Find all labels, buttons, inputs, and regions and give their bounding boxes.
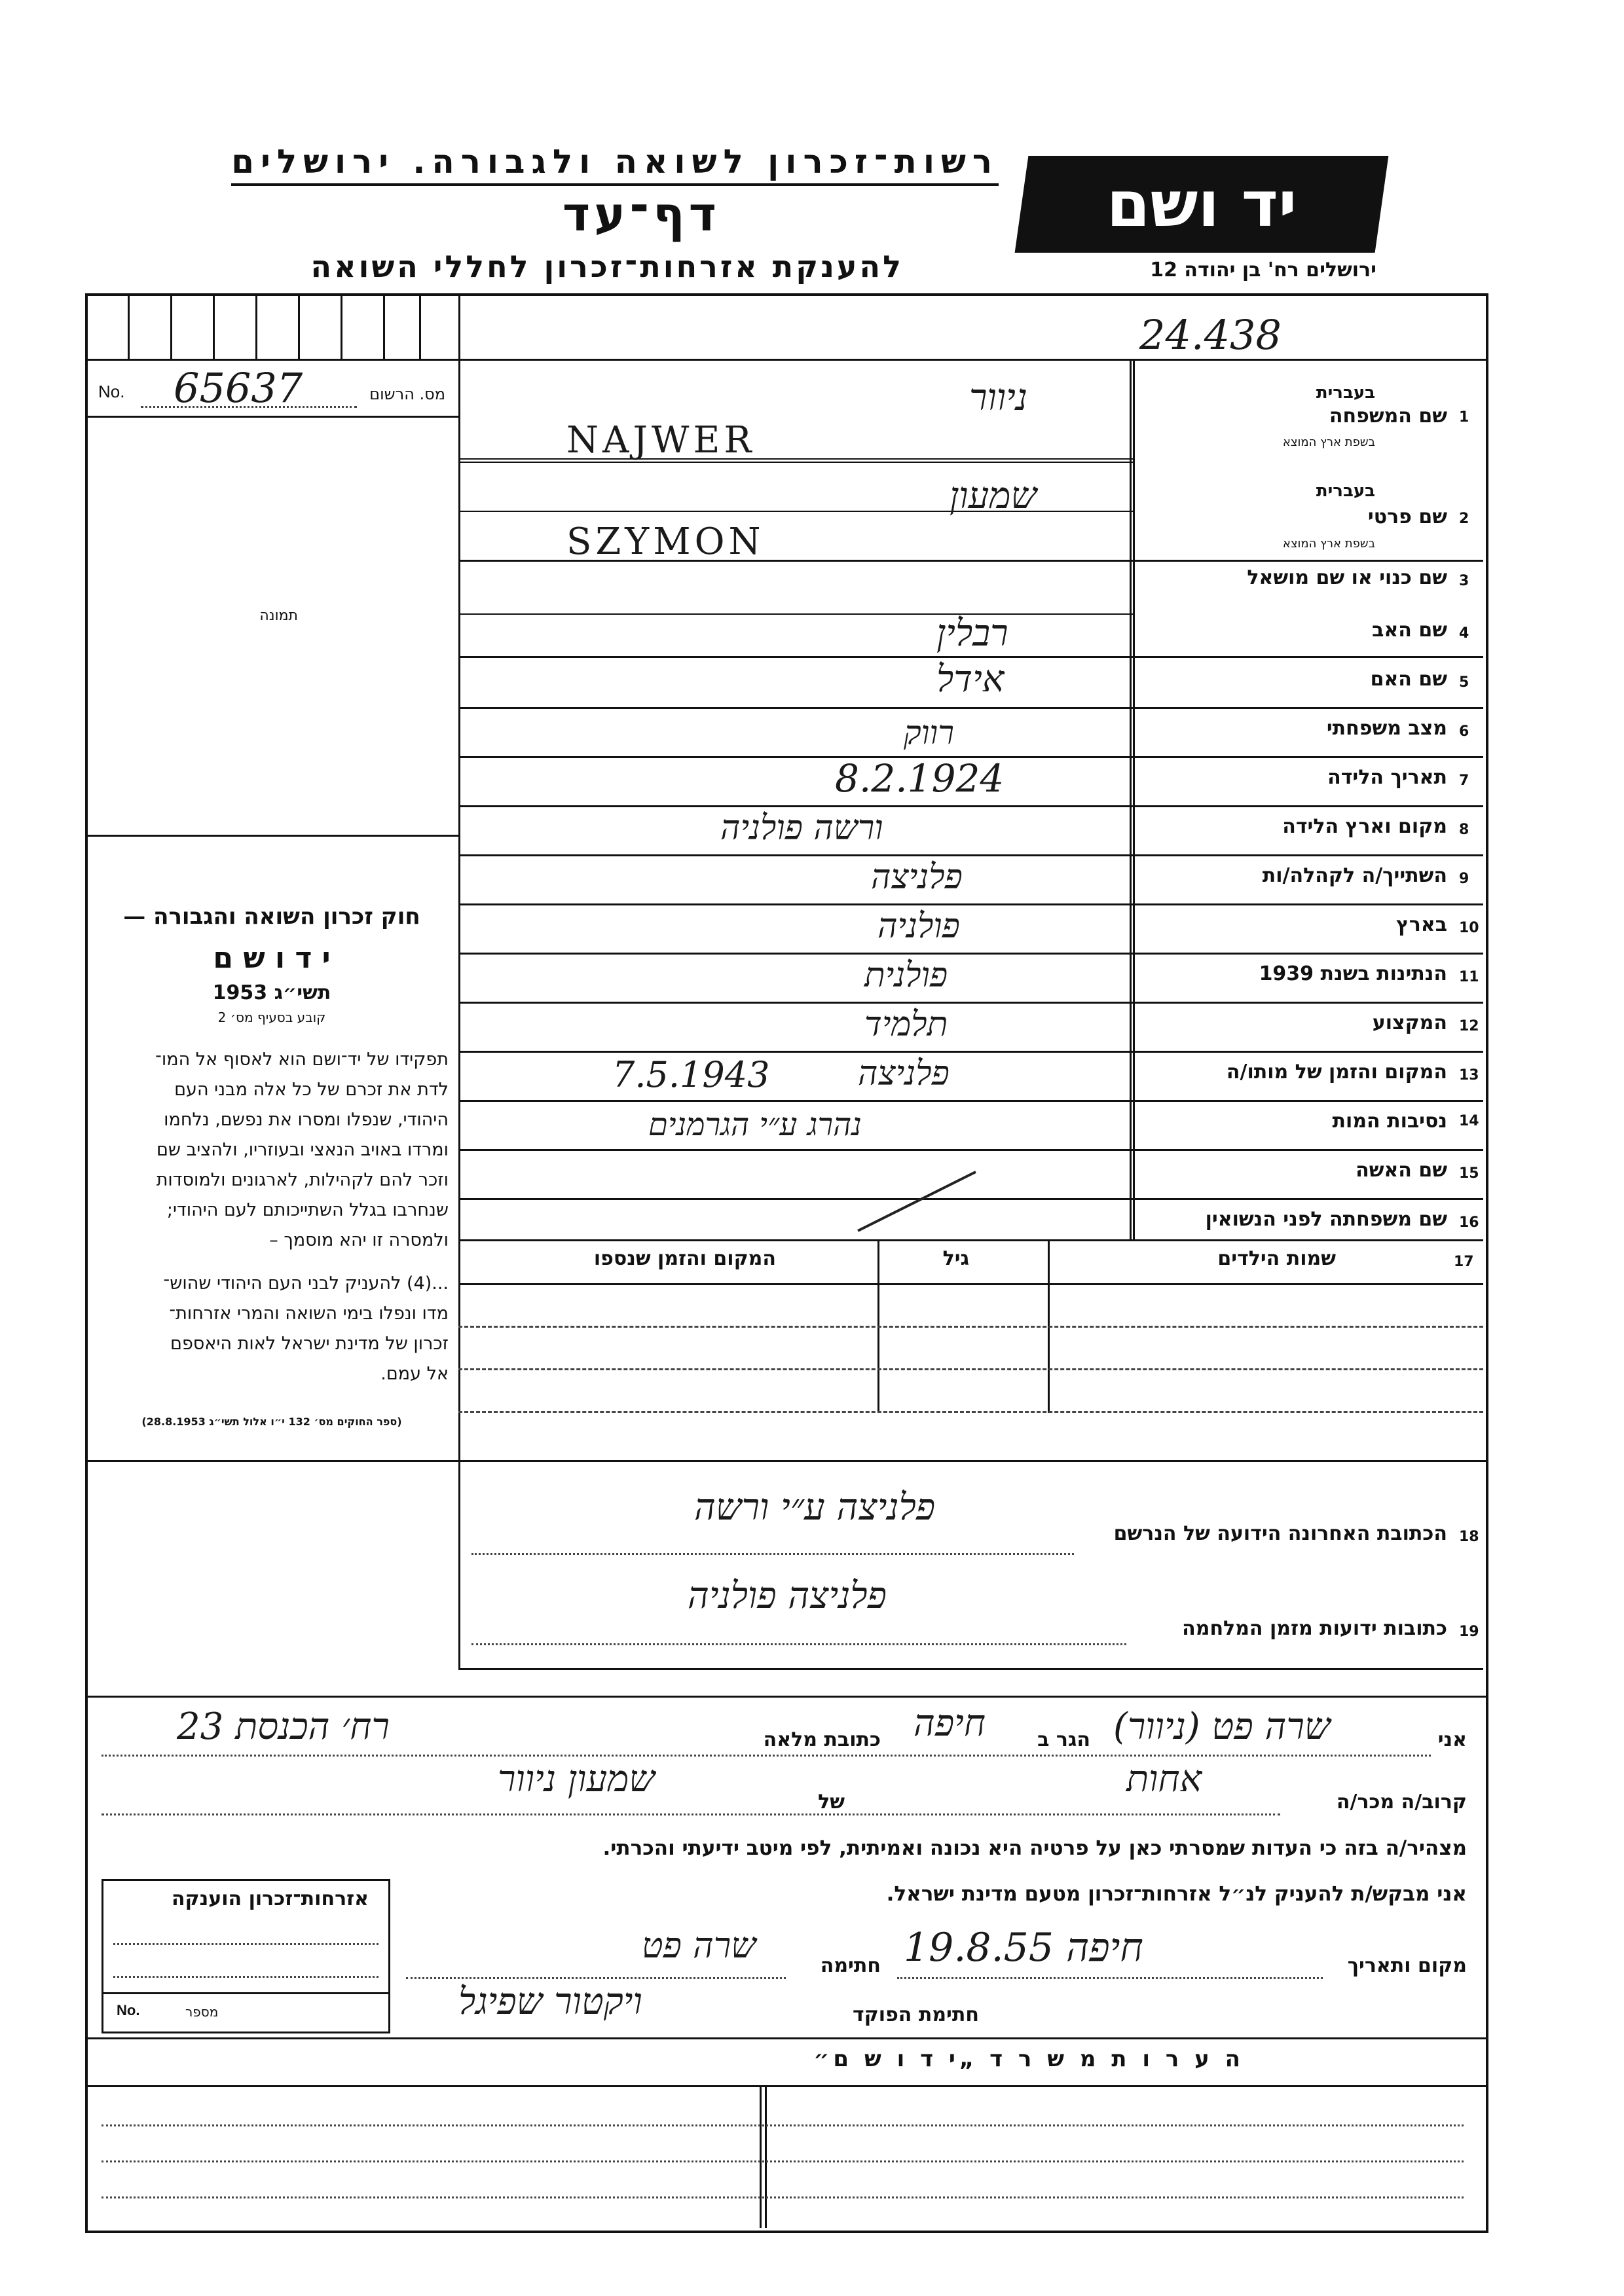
law-line: ומרדו באויב הנאצי ובעוזריו, ולהציב שם: [156, 1140, 449, 1160]
official-signature-label: חתימת הפוקד: [853, 2003, 979, 2026]
field-label-alias: שם כנוי או שם מושאל: [1247, 566, 1447, 589]
form-subtitle: להענקת אזרחות־זכרון לחללי השואה: [310, 249, 904, 284]
field-label-marital: מצב משפחתי: [1326, 717, 1447, 740]
field-label-death: המקום והזמן של מותו/ה: [1226, 1061, 1447, 1084]
strike-line: [851, 1165, 982, 1237]
office-notes-title: ה ע ר ו ת מ ש ר ד „י ד ו ש ם״: [813, 2046, 1244, 2072]
field-label-birthplace: מקום וארץ הלידה: [1282, 815, 1447, 838]
col-child-place: המקום והזמן שנספו: [593, 1247, 776, 1270]
field-num-5: 5: [1459, 674, 1469, 691]
field-num-13: 13: [1459, 1067, 1479, 1084]
field-label-circumstances: נסיבות המות: [1332, 1110, 1447, 1133]
field-sub-local-2: בשפת ארץ המוצא: [1282, 537, 1375, 551]
war-addresses: פלניצה פולניה: [688, 1575, 887, 1617]
field-num-9: 9: [1459, 871, 1469, 887]
label-war-addresses: כתובות ידועות מזמן המלחמה: [1182, 1617, 1447, 1640]
nationality: פולנית: [864, 956, 948, 995]
label-last-address: הכתובת האחרונה הידועה של הנרשם: [1113, 1522, 1447, 1545]
decl-of-name: שמעון ניוור: [498, 1758, 655, 1800]
field-label-nationality: הנתינות בשנת 1939: [1259, 962, 1447, 985]
decl-resides-label: הגר ב: [1037, 1728, 1090, 1751]
decl-relative-label: קרוב/ה מכר/ה: [1336, 1791, 1467, 1813]
law-title: חוק זכרון השואה והגבורה —: [123, 903, 420, 930]
place-date: חיפה 19.8.55: [904, 1925, 1143, 1971]
field-label-wife: שם האשה: [1356, 1159, 1447, 1182]
law-line: וזכר להם לקהילות, לארגונים ולמוסדות: [156, 1170, 449, 1190]
decl-i-label: אני: [1437, 1728, 1467, 1751]
declarant-signature: שרה פט: [642, 1925, 756, 1966]
law-citation: (ספר החוקים מס׳ 132 י״ו אלול תשי״ג 28.8.1953): [141, 1415, 402, 1428]
field-label-maiden: שם משפחתה לפני הנשואין: [1205, 1208, 1447, 1231]
reg-no-value: 65637: [174, 364, 303, 412]
reg-no-label: מס. הרשום: [369, 385, 445, 403]
law-line: ...(4) להעניק לבני העם היהודי שהוש־: [163, 1273, 449, 1294]
col-child-age: גיל: [942, 1247, 969, 1270]
law-year: תשי״ג 1953: [212, 981, 331, 1004]
field-num-2: 2: [1459, 511, 1469, 527]
col-child-names: שמות הילדים: [1217, 1247, 1336, 1270]
birth-place: ורשה פולניה: [720, 809, 883, 848]
decl-street: רח׳ הכנסת 23: [177, 1705, 390, 1748]
firstname-hebrew: שמעון: [950, 475, 1037, 517]
photo-label: תמונה: [259, 608, 298, 624]
field-num-1: 1: [1459, 409, 1469, 426]
law-line: אל עמם.: [380, 1364, 449, 1384]
field-num-19: 19: [1459, 1624, 1479, 1640]
form-title: דף־עד: [562, 187, 720, 242]
community: פלניצה: [871, 858, 963, 897]
field-num-10: 10: [1459, 920, 1479, 936]
field-num-17: 17: [1454, 1254, 1474, 1270]
field-label-surname: שם המשפחה: [1329, 405, 1447, 428]
field-num-4: 4: [1459, 625, 1469, 642]
field-num-8: 8: [1459, 822, 1469, 838]
surname-local: NAJWER: [566, 419, 756, 462]
field-num-3: 3: [1459, 573, 1469, 589]
field-label-firstname: שם פרטי: [1367, 505, 1447, 528]
field-num-14: 14: [1459, 1113, 1479, 1129]
field-sub-local: בשפת ארץ המוצא: [1282, 435, 1375, 449]
field-num-18: 18: [1459, 1529, 1479, 1545]
decl-statement-1: מצהיר/ה בזה כי העדות שמסרתי כאן על פרטיה היא נכונה ואמיתית, לפי מיטב ידיעתי והכרתי.: [602, 1836, 1467, 1860]
yad-vashem-logo: [1015, 156, 1389, 253]
field-num-7: 7: [1459, 773, 1469, 789]
law-name: י ד ו ש ם: [213, 941, 331, 975]
mother-name: אידל: [936, 658, 1005, 701]
field-num-12: 12: [1459, 1018, 1479, 1034]
authority-title: רשות־זכרון לשואה ולגבורה. ירושלים: [231, 143, 999, 186]
official-signature: ויקטור שפיגל: [458, 1980, 642, 2023]
law-panel: [95, 903, 449, 1428]
declarant-name: שרה פט (ניוור): [1113, 1705, 1331, 1748]
decl-of-label: של: [818, 1791, 845, 1813]
country: פולניה: [877, 907, 960, 946]
law-line: זכרון של מדינת ישראל לאות היאספם: [170, 1334, 449, 1354]
field-num-6: 6: [1459, 723, 1469, 740]
field-num-15: 15: [1459, 1165, 1479, 1182]
place-date-label: מקום ותאריך: [1347, 1954, 1467, 1977]
decl-full-address-label: כתובת מלאה: [763, 1728, 881, 1751]
file-number: 24.438: [1139, 311, 1282, 359]
law-line: לדת את זכרם של כל אלה מבני העם: [174, 1080, 449, 1100]
law-line: מדו ונפלו בימי השואה והמרי אזרחות־: [169, 1303, 449, 1324]
field-label-country: בארץ: [1395, 913, 1447, 936]
field-label-birthdate: תאריך הלידה: [1327, 766, 1447, 789]
field-num-16: 16: [1459, 1214, 1479, 1231]
decl-statement-2: אני מבקש/ת להעניק לנ״ל אזרחות־זכרון מטעם מדינת ישראל.: [886, 1882, 1467, 1906]
surname-hebrew: ניוור: [969, 376, 1028, 419]
father-name: רבלין: [936, 612, 1008, 655]
law-line: היהודי, שנפלו ומסרו את נפשם, נלחמו: [164, 1110, 449, 1130]
law-line: תפקידו של יד־ושם הוא לאסוף אל המו־: [155, 1049, 449, 1070]
field-label-mother: שם האם: [1370, 668, 1447, 691]
death-circumstances: נהרג ע״י הגרמנים: [648, 1106, 862, 1143]
citizenship-title: אזרחות־זכרון הוענקה: [171, 1887, 369, 1910]
field-label-community: השתייך/ה לקהלה/ות: [1262, 864, 1447, 887]
law-section: קובע בסעיף מס׳ 2: [217, 1010, 326, 1025]
field-label-father: שם האב: [1372, 619, 1447, 642]
decl-relation: אחות: [1126, 1758, 1202, 1800]
signature-label: חתימה: [820, 1954, 881, 1977]
law-line: שנחרבו בגלל השתייכותם לעם היהודי;: [166, 1200, 449, 1220]
decl-city: חיפה: [913, 1702, 986, 1745]
profession: תלמיד: [864, 1005, 948, 1044]
law-line: ולמסרה זו יהא מוסמך –: [269, 1230, 449, 1250]
citizenship-number-label: מספר: [185, 2004, 219, 2020]
birth-date: 8.2.1924: [835, 756, 1005, 801]
field-label-profession: המקצוע: [1372, 1011, 1447, 1034]
firstname-local: SZYMON: [566, 520, 765, 563]
header-address: ירושלים רח' בן יהודה 12: [1150, 259, 1376, 282]
logo-text: יד ושם: [1106, 168, 1297, 241]
field-sub-hebrew: בעברית: [1316, 383, 1375, 403]
last-address: פלניצה ע״י ורשה: [694, 1486, 936, 1529]
death-place: פלניצה: [858, 1054, 950, 1093]
death-date: 7.5.1943: [612, 1054, 770, 1095]
field-sub-hebrew-2: בעברית: [1316, 481, 1375, 501]
marital-status: רווק: [904, 714, 954, 752]
reg-no-prefix: No.: [98, 382, 125, 401]
citizenship-no: No.: [117, 2002, 140, 2018]
field-num-11: 11: [1459, 969, 1479, 985]
citizenship-box: [101, 1879, 390, 2033]
